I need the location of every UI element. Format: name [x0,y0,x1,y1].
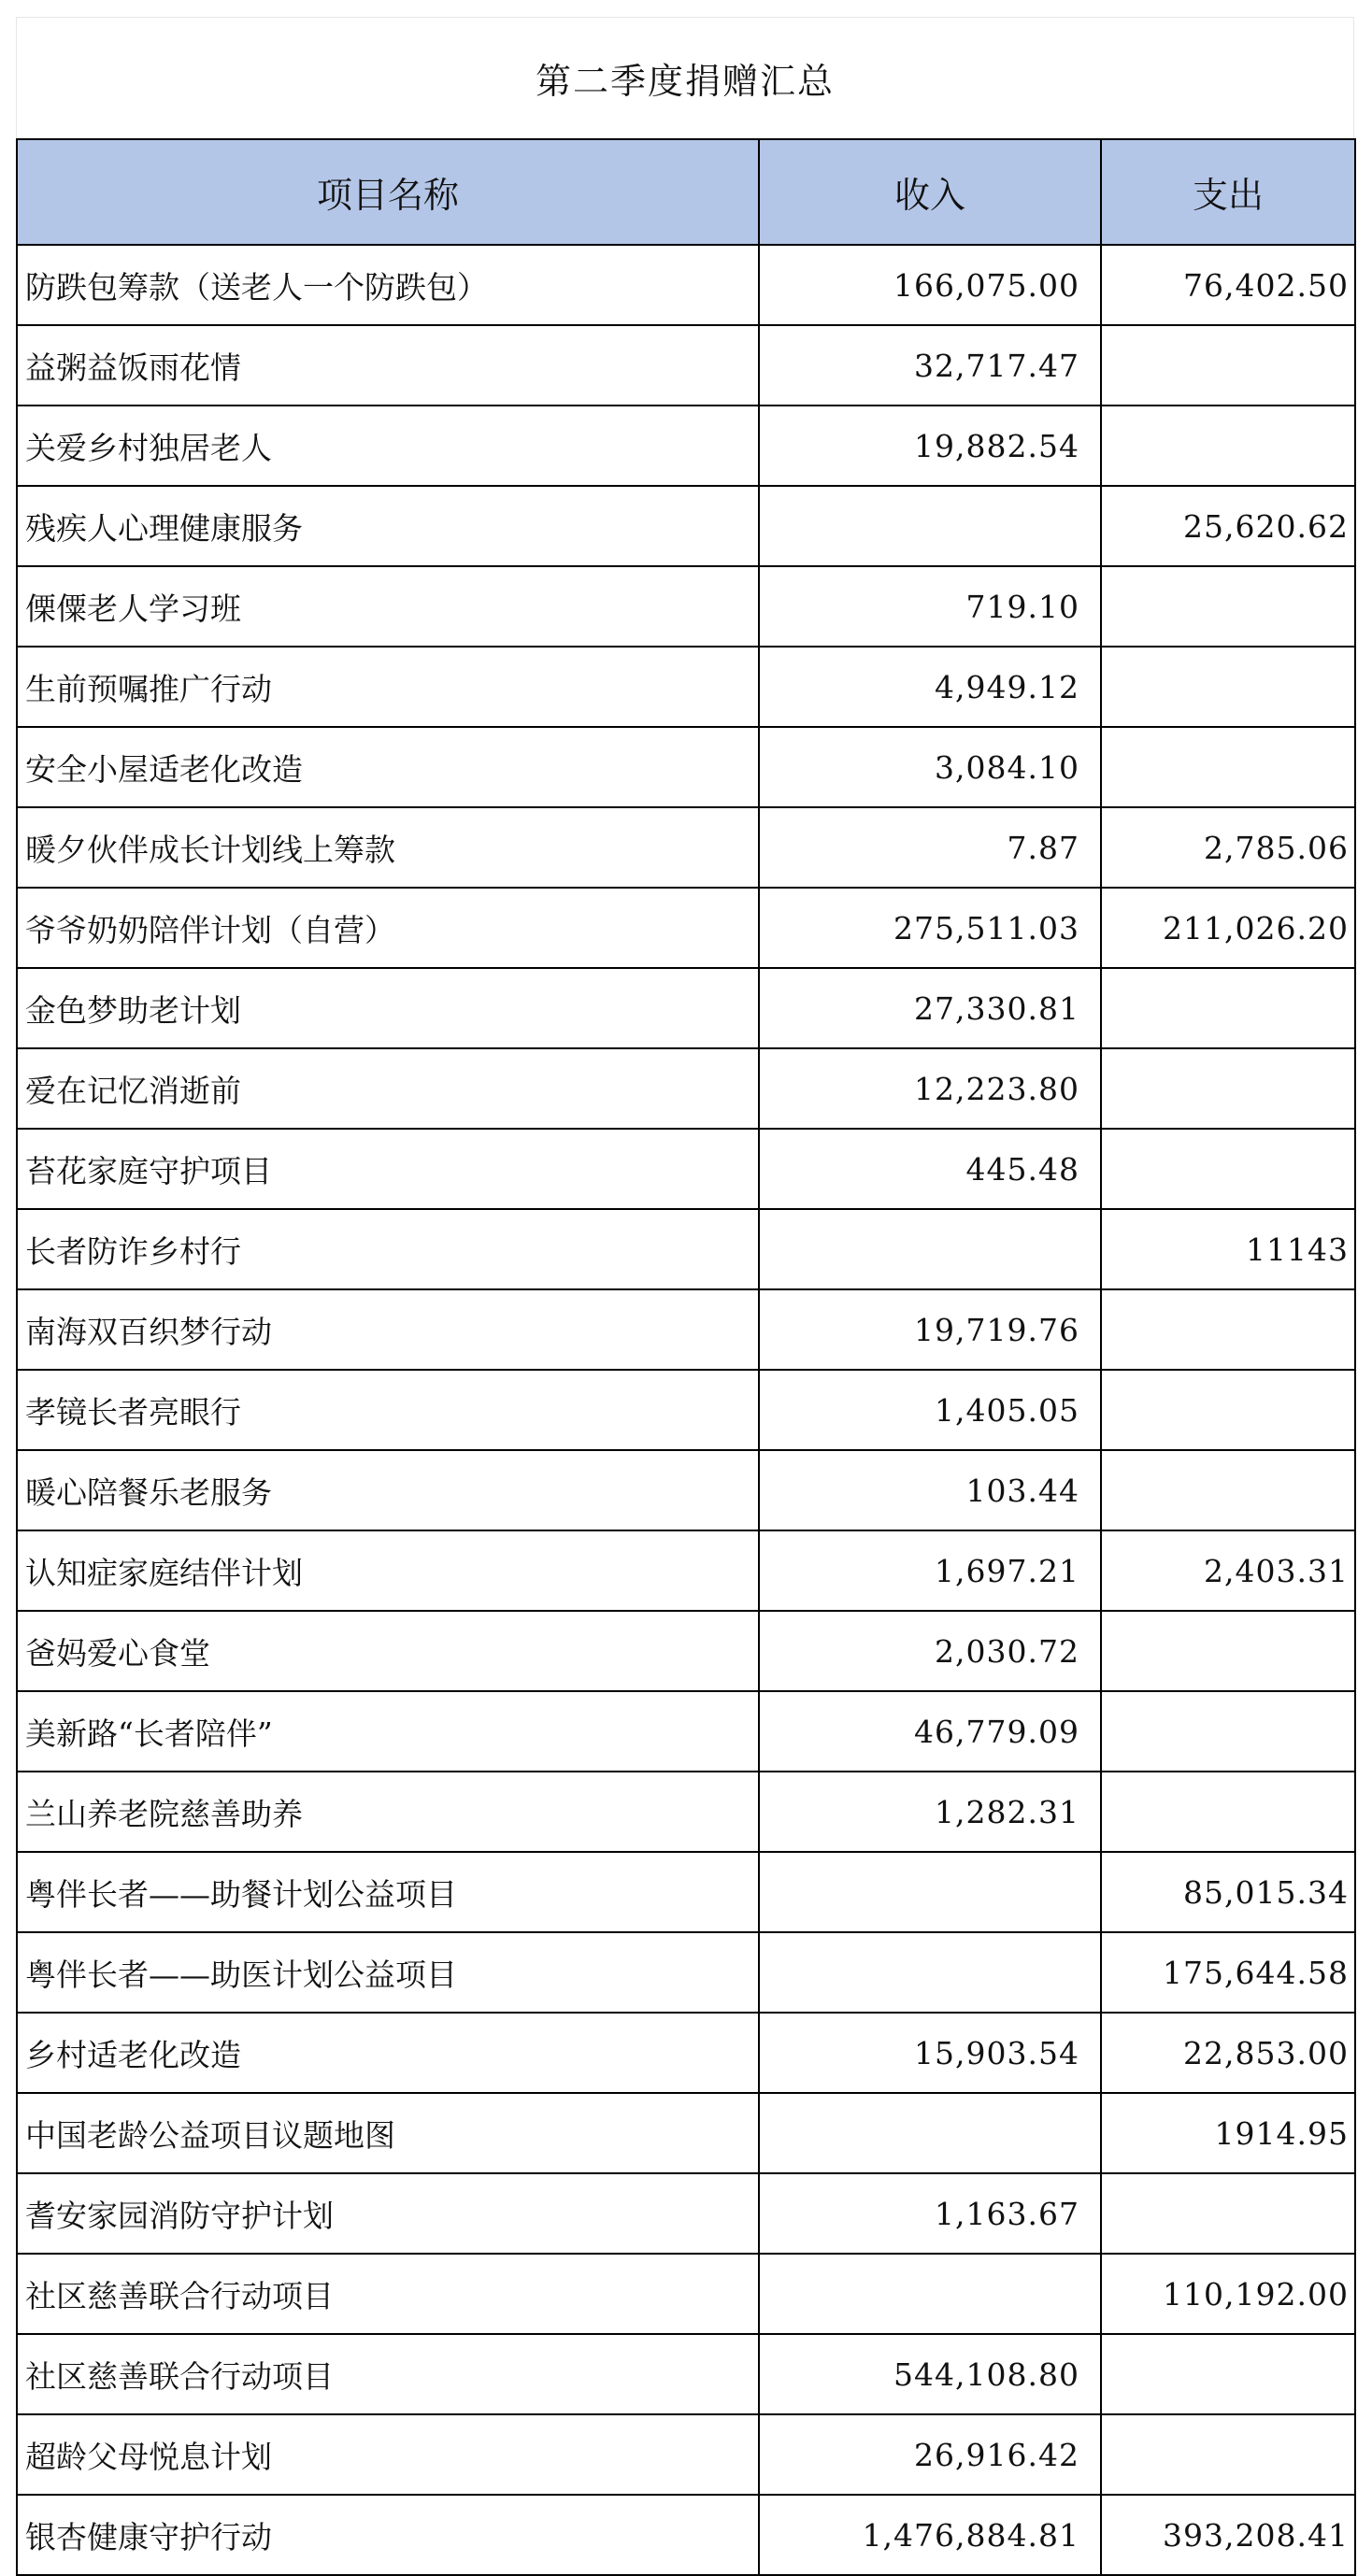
table-row [17,2414,1355,2495]
project-name-cell[interactable]: 银杏健康守护行动 [17,2495,759,2575]
expense-cell[interactable]: 110,192.00 [1101,2254,1355,2334]
column-header-income[interactable]: 收入 [759,139,1101,245]
project-name-cell[interactable]: 美新路“长者陪伴” [17,1691,759,1772]
project-name-cell[interactable]: 孝镜长者亮眼行 [17,1370,759,1450]
income-cell[interactable]: 27,330.81 [759,968,1101,1048]
income-cell[interactable]: 15,903.54 [759,2013,1101,2093]
income-cell[interactable]: 1,476,884.81 [759,2495,1101,2575]
table-row [17,968,1355,1048]
expense-cell[interactable]: 211,026.20 [1101,888,1355,968]
expense-cell[interactable] [1101,647,1355,727]
table-row [17,888,1355,968]
expense-cell[interactable] [1101,1772,1355,1852]
table-row [17,2173,1355,2254]
income-cell[interactable] [759,1209,1101,1289]
project-name-cell[interactable]: 金色梦助老计划 [17,968,759,1048]
project-name-cell[interactable]: 防跌包筹款（送老人一个防跌包） [17,245,759,325]
income-cell[interactable]: 275,511.03 [759,888,1101,968]
expense-cell[interactable] [1101,1370,1355,1450]
project-name-cell[interactable]: 爷爷奶奶陪伴计划（自营） [17,888,759,968]
table-row [17,1530,1355,1611]
expense-cell[interactable]: 175,644.58 [1101,1932,1355,2013]
income-cell[interactable]: 166,075.00 [759,245,1101,325]
income-cell[interactable]: 7.87 [759,807,1101,888]
table-row [17,1209,1355,1289]
expense-cell[interactable] [1101,2334,1355,2414]
project-name-cell[interactable]: 暖夕伙伴成长计划线上筹款 [17,807,759,888]
income-cell[interactable]: 3,084.10 [759,727,1101,807]
table-row [17,1611,1355,1691]
expense-cell[interactable]: 2,403.31 [1101,1530,1355,1611]
table-row [17,647,1355,727]
income-cell[interactable]: 32,717.47 [759,325,1101,406]
income-cell[interactable]: 19,882.54 [759,406,1101,486]
project-name-cell[interactable]: 社区慈善联合行动项目 [17,2334,759,2414]
expense-cell[interactable] [1101,2173,1355,2254]
project-name-cell[interactable]: 爸妈爱心食堂 [17,1611,759,1691]
expense-cell[interactable] [1101,1048,1355,1129]
income-cell[interactable] [759,486,1101,566]
income-cell[interactable] [759,2254,1101,2334]
table-row [17,486,1355,566]
project-name-cell[interactable]: 认知症家庭结伴计划 [17,1530,759,1611]
table-row [17,406,1355,486]
income-cell[interactable] [759,1932,1101,2013]
table-row [17,325,1355,406]
income-cell[interactable]: 544,108.80 [759,2334,1101,2414]
project-name-cell[interactable]: 残疾人心理健康服务 [17,486,759,566]
expense-cell[interactable]: 85,015.34 [1101,1852,1355,1932]
project-name-cell[interactable]: 生前预嘱推广行动 [17,647,759,727]
table-row [17,1772,1355,1852]
income-cell[interactable]: 46,779.09 [759,1691,1101,1772]
income-cell[interactable]: 19,719.76 [759,1289,1101,1370]
table-body [17,245,1355,2575]
project-name-cell[interactable]: 超龄父母悦息计划 [17,2414,759,2495]
table-row [17,1048,1355,1129]
table-row [17,2093,1355,2173]
table-row [17,1852,1355,1932]
project-name-cell[interactable]: 粤伴长者——助医计划公益项目 [17,1932,759,2013]
table-row [17,2495,1355,2575]
expense-cell[interactable] [1101,406,1355,486]
expense-cell[interactable] [1101,566,1355,647]
donation-summary-table [16,138,1356,2576]
income-cell[interactable]: 1,163.67 [759,2173,1101,2254]
table-row [17,1932,1355,2013]
expense-cell[interactable]: 2,785.06 [1101,807,1355,888]
expense-cell[interactable] [1101,968,1355,1048]
expense-cell[interactable]: 22,853.00 [1101,2013,1355,2093]
project-name-cell[interactable]: 乡村适老化改造 [17,2013,759,2093]
column-header-project-name[interactable]: 项目名称 [17,139,759,245]
expense-cell[interactable] [1101,1611,1355,1691]
project-name-cell[interactable]: 关爱乡村独居老人 [17,406,759,486]
income-cell[interactable]: 719.10 [759,566,1101,647]
expense-cell[interactable] [1101,727,1355,807]
project-name-cell[interactable]: 兰山养老院慈善助养 [17,1772,759,1852]
table-row [17,727,1355,807]
project-name-cell[interactable]: 暖心陪餐乐老服务 [17,1450,759,1530]
income-cell[interactable]: 1,405.05 [759,1370,1101,1450]
project-name-cell[interactable]: 苔花家庭守护项目 [17,1129,759,1209]
table-row [17,1450,1355,1530]
project-name-cell[interactable]: 安全小屋适老化改造 [17,727,759,807]
income-cell[interactable]: 1,697.21 [759,1530,1101,1611]
table-row [17,807,1355,888]
income-cell[interactable] [759,1852,1101,1932]
project-name-cell[interactable]: 长者防诈乡村行 [17,1209,759,1289]
income-cell[interactable]: 2,030.72 [759,1611,1101,1691]
expense-cell[interactable]: 25,620.62 [1101,486,1355,566]
table-row [17,1691,1355,1772]
table-row [17,1289,1355,1370]
project-name-cell[interactable]: 南海双百织梦行动 [17,1289,759,1370]
expense-cell[interactable]: 393,208.41 [1101,2495,1355,2575]
project-name-cell[interactable]: 爱在记忆消逝前 [17,1048,759,1129]
table-row [17,566,1355,647]
project-name-cell[interactable]: 益粥益饭雨花情 [17,325,759,406]
project-name-cell[interactable]: 粤伴长者——助餐计划公益项目 [17,1852,759,1932]
table-row [17,1370,1355,1450]
column-header-expense[interactable]: 支出 [1101,139,1355,245]
sheet-title-cell[interactable] [16,17,1354,138]
project-name-cell[interactable]: 中国老龄公益项目议题地图 [17,2093,759,2173]
income-cell[interactable] [759,2093,1101,2173]
sheet-title: 第二季度捐赠汇总 [535,61,835,102]
income-cell[interactable]: 103.44 [759,1450,1101,1530]
expense-cell[interactable] [1101,1691,1355,1772]
table-row [17,1129,1355,1209]
table-row [17,2013,1355,2093]
income-cell[interactable]: 445.48 [759,1129,1101,1209]
expense-cell[interactable] [1101,1129,1355,1209]
expense-cell[interactable]: 76,402.50 [1101,245,1355,325]
table-row [17,2254,1355,2334]
table-row [17,245,1355,325]
expense-cell[interactable] [1101,325,1355,406]
expense-cell[interactable]: 11143 [1101,1209,1355,1289]
project-name-cell[interactable]: 社区慈善联合行动项目 [17,2254,759,2334]
income-cell[interactable]: 1,282.31 [759,1772,1101,1852]
income-cell[interactable]: 26,916.42 [759,2414,1101,2495]
expense-cell[interactable] [1101,2414,1355,2495]
expense-cell[interactable]: 1914.95 [1101,2093,1355,2173]
project-name-cell[interactable]: 耆安家园消防守护计划 [17,2173,759,2254]
table-row [17,2334,1355,2414]
project-name-cell[interactable]: 傈僳老人学习班 [17,566,759,647]
income-cell[interactable]: 12,223.80 [759,1048,1101,1129]
income-cell[interactable]: 4,949.12 [759,647,1101,727]
header-row [17,139,1355,245]
expense-cell[interactable] [1101,1289,1355,1370]
expense-cell[interactable] [1101,1450,1355,1530]
